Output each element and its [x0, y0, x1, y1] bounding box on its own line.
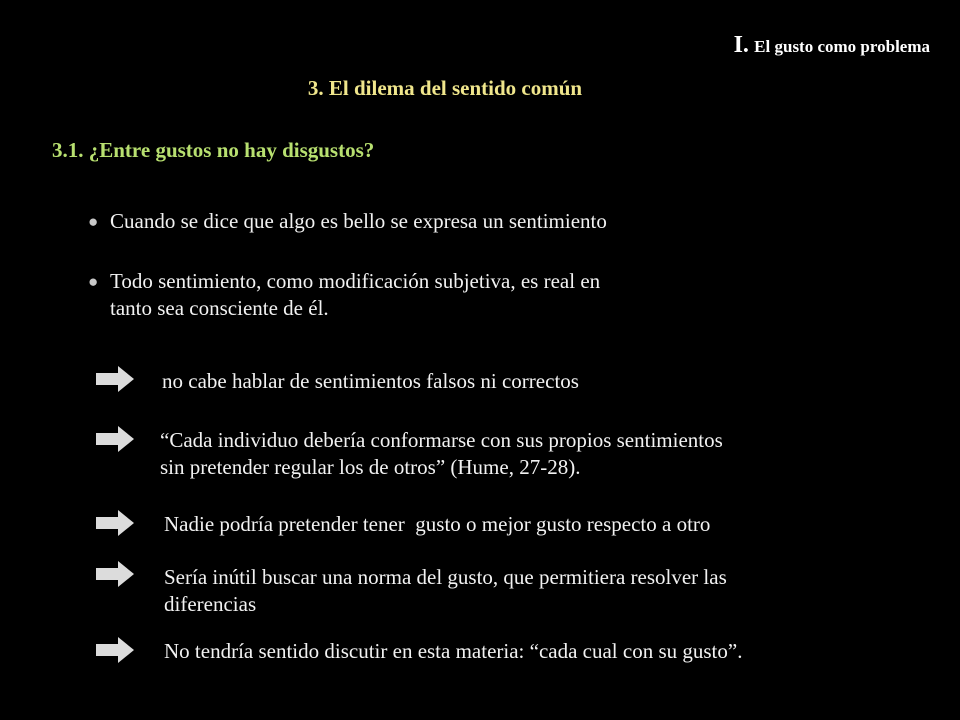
- bullet-dot-icon: ●: [88, 272, 99, 291]
- arrow-right-icon: [96, 510, 134, 536]
- slide-header: [734, 32, 930, 59]
- consequence-line: no cabe hablar de sentimientos falsos ni correctos: [162, 369, 579, 393]
- consequence-line: sin pretender regular los de otros” (Hume, 27-28).: [160, 455, 581, 479]
- bullet-item: [88, 208, 607, 235]
- arrow-right-icon: [96, 637, 134, 663]
- header-title: El gusto como problema: [754, 37, 930, 56]
- header-number: I.: [733, 32, 749, 58]
- arrow-right-icon: [96, 366, 134, 392]
- consequence-text: [164, 511, 710, 538]
- bullet-line: Cuando se dice que algo es bello se expresa un sentimiento: [110, 209, 607, 233]
- consequence-line: Nadie podría pretender tener gusto o mejor gusto respecto a otro: [164, 512, 711, 536]
- bullet-line: tanto sea consciente de él.: [110, 296, 329, 320]
- section-title: 3.1. ¿Entre gustos no hay disgustos?: [52, 138, 375, 162]
- bullet-dot-icon: ●: [88, 212, 99, 231]
- bullet-item: [88, 268, 600, 322]
- consequence-text: [164, 638, 742, 665]
- slide-subtitle: 3. El dilema del sentido común: [307, 76, 583, 100]
- consequence-text: [162, 368, 579, 395]
- consequence-text: [160, 427, 723, 481]
- arrow-right-icon: [96, 561, 134, 587]
- consequence-line: diferencias: [164, 592, 257, 616]
- arrow-right-icon: [96, 426, 134, 452]
- consequence-line: Sería inútil buscar una norma del gusto, que permitiera resolver las: [164, 565, 727, 589]
- bullet-line: Todo sentimiento, como modificación subjetiva, es real en: [110, 269, 601, 293]
- consequence-line: “Cada individuo debería conformarse con sus propios sentimientos: [160, 428, 723, 452]
- consequence-text: [164, 564, 727, 618]
- consequence-line: No tendría sentido discutir en esta materia: “cada cual con su gusto”.: [164, 639, 743, 663]
